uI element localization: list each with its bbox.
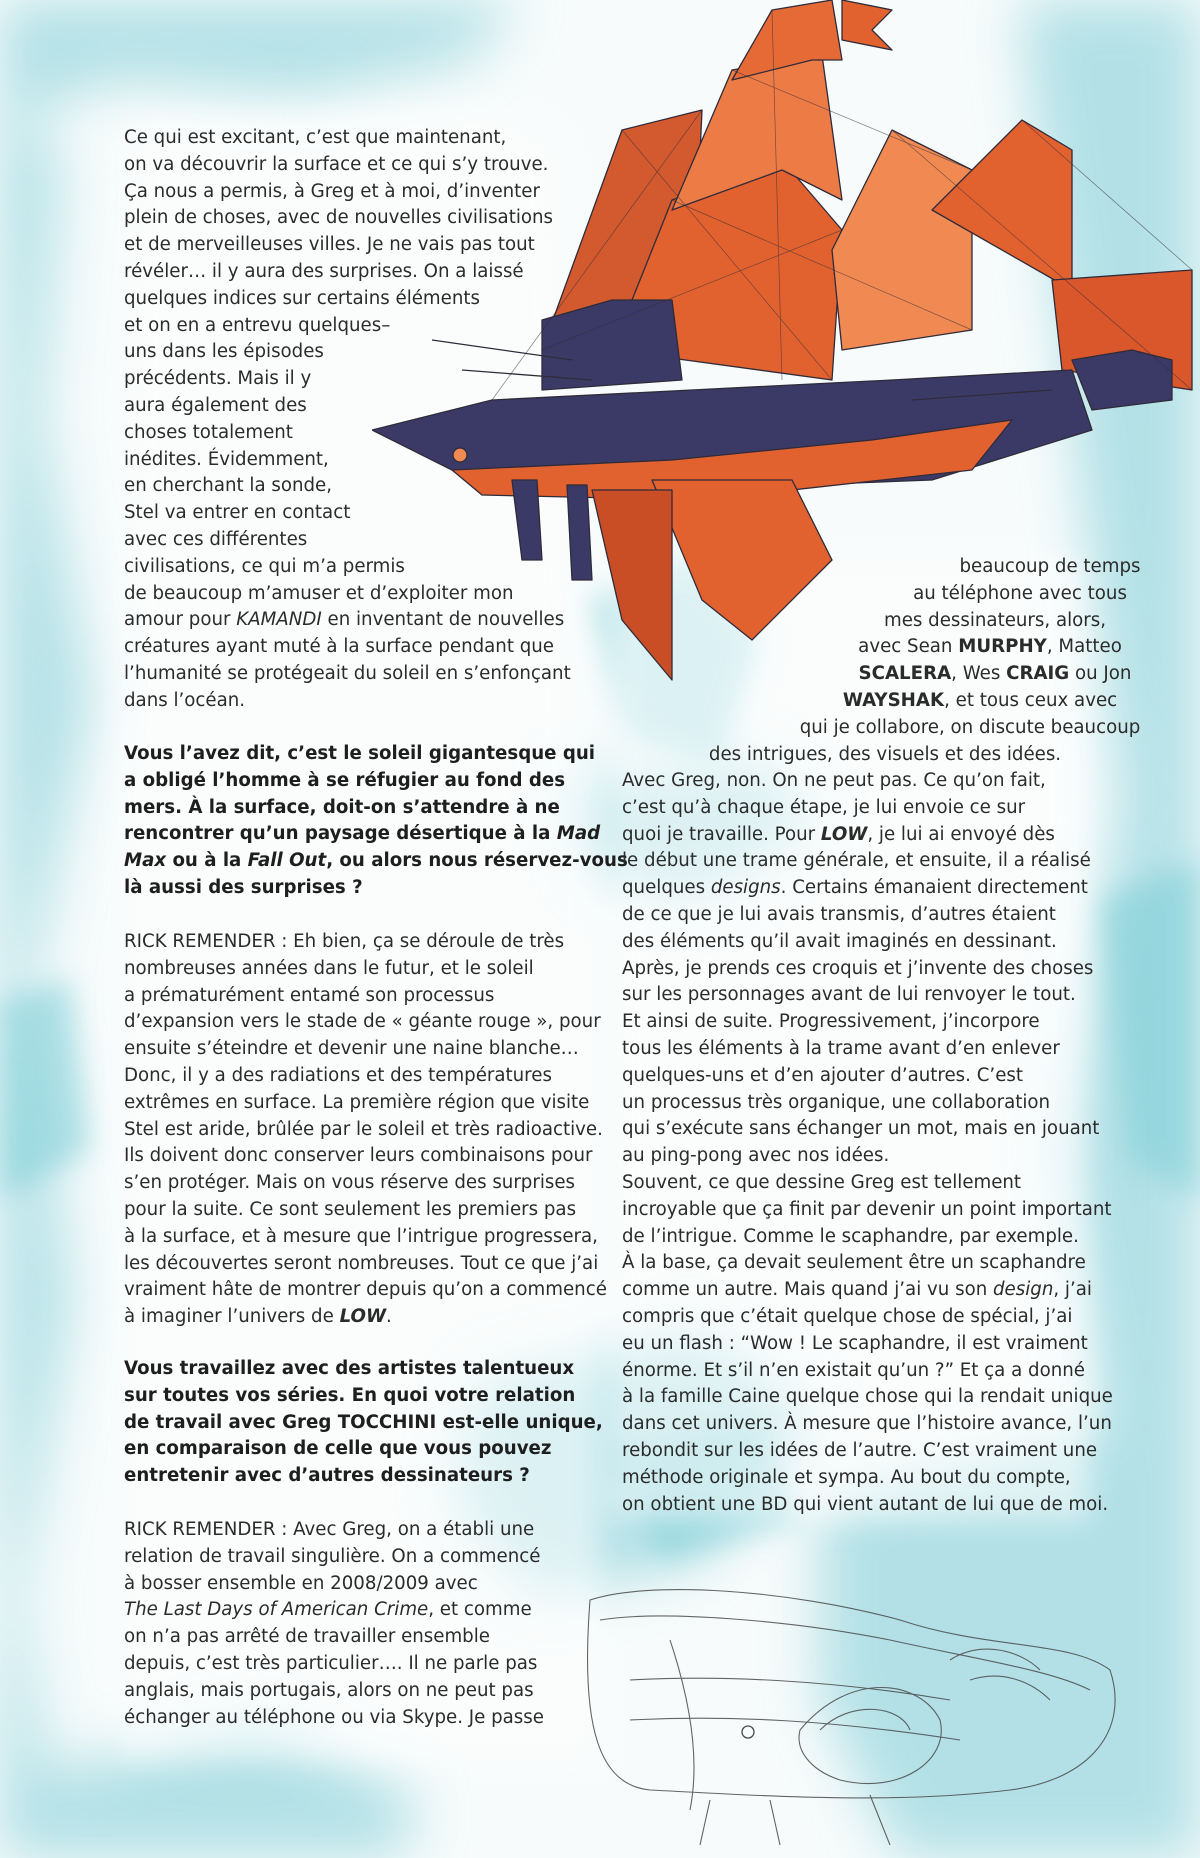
text-line: Stel va entrer en contact — [124, 502, 351, 524]
text-line: c’est qu’à chaque étape, je lui envoie ce sur — [622, 796, 1026, 818]
text-line: rencontrer qu’un paysage désertique à la Mad — [124, 823, 601, 845]
text-line: nombreuses années dans le futur, et le soleil — [124, 957, 534, 979]
text-line: à imaginer l’univers de LOW. — [124, 1306, 392, 1328]
text-line: choses totalement — [124, 421, 293, 443]
text-line: Avec Greg, non. On ne peut pas. Ce qu’on fait, — [622, 770, 1046, 791]
text-line: mes dessinateurs, alors, — [884, 609, 1106, 631]
text-line: et de merveilleuses villes. Je ne vais pas tout — [124, 234, 535, 256]
text-line: en comparaison de celle que vous pouvez — [124, 1438, 552, 1460]
title-kamandi: KAMANDI — [236, 609, 322, 631]
interview-answer-2 — [124, 1517, 544, 1731]
text-line: eu un flash : “Wow ! Le scaphandre, il est vraiment — [622, 1332, 1088, 1354]
text-line: rebondit sur les idées de l’autre. C’est vraiment une — [622, 1439, 1098, 1461]
text-line: Après, je prends ces croquis et j’invente des choses — [622, 957, 1094, 979]
text-line: à la surface, et à mesure que l’intrigue progressera, — [124, 1225, 598, 1247]
text-line: ensuite s’éteindre et devenir une naine blanche… — [124, 1038, 579, 1060]
text-line: comme un autre. Mais quand j’ai vu son design, j’ai — [622, 1279, 1092, 1301]
text-line: quelques-uns et d’en ajouter d’autres. C’est — [622, 1064, 1023, 1086]
diving-suit-sketch — [570, 1580, 1130, 1850]
text-line: avec Sean MURPHY, Matteo — [858, 636, 1122, 658]
text-line: a obligé l’homme à se réfugier au fond des — [124, 769, 566, 791]
text-line: RICK REMENDER : Avec Greg, on a établi une — [124, 1519, 535, 1540]
text-line: précédents. Mais il y — [124, 368, 312, 390]
title-low: LOW — [339, 1306, 387, 1328]
text-line: d’expansion vers le stade de « géante rouge », pour — [124, 1011, 601, 1033]
text-line: et on en a entrevu quelques– — [124, 314, 391, 336]
text-line: s’en protéger. Mais on vous réserve des surprises — [124, 1172, 576, 1194]
text-line: un processus très organique, une collaboration — [622, 1091, 1051, 1113]
text-line: qui je collabore, on discute beaucoup — [799, 716, 1141, 738]
text-line: Max ou à la Fall Out, ou alors nous réservez-vous — [124, 850, 628, 872]
text-line: anglais, mais portugais, alors on ne peut pas — [124, 1679, 534, 1701]
text-line: mers. À la surface, doit-on s’attendre à ne — [124, 796, 560, 818]
text-line: avec ces différentes — [124, 528, 308, 550]
text-line: en cherchant la sonde, — [124, 475, 333, 497]
text-line: compris que c’était quelque chose de spécial, j’ai — [622, 1305, 1073, 1327]
text-line: qui s’exécute sans échanger un mot, mais en jouant — [622, 1118, 1100, 1140]
text-line: au téléphone avec tous — [913, 582, 1127, 604]
interview-answer-1 — [124, 929, 607, 1331]
text-line: l’humanité se protégeait du soleil en s’enfonçant — [124, 662, 571, 684]
text-line: beaucoup de temps — [959, 556, 1141, 577]
text-line: relation de travail singulière. On a commencé — [124, 1545, 541, 1567]
text-line: quelques designs. Certains émanaient directement — [622, 877, 1088, 899]
text-line: de ce que je lui avais transmis, d’autres étaient — [622, 903, 1056, 925]
text-line: tous les éléments à la trame avant d’en enlever — [622, 1037, 1060, 1059]
text-line: révéler… il y aura des surprises. On a laissé — [124, 260, 524, 282]
text-line: WAYSHAK, et tous ceux avec — [842, 689, 1118, 711]
name-scalera: SCALERA — [858, 663, 952, 685]
text-line: sur toutes vos séries. En quoi votre relation — [124, 1384, 576, 1406]
text-line: a prématurément entamé son processus — [124, 984, 495, 1006]
text-line: uns dans les épisodes — [124, 341, 324, 363]
text-line: des éléments qu’il avait imaginés en dessinant. — [622, 930, 1057, 952]
name-craig: CRAIG — [1006, 663, 1070, 685]
front-cabin — [1072, 350, 1172, 410]
text-line: RICK REMENDER : Eh bien, ça se déroule de très — [124, 931, 565, 952]
text-line: Vous travaillez avec des artistes talentueux — [124, 1358, 575, 1379]
text-line: créatures ayant muté à la surface pendant que — [124, 636, 554, 658]
answer-2-continued-body — [622, 768, 1113, 1518]
text-line: énorme. Et s’il n’en existait qu’un ?” Et ça a donné — [622, 1359, 1085, 1381]
text-line: on obtient une BD qui vient autant de lui que de moi. — [622, 1493, 1109, 1515]
text-line: Ils doivent donc conserver leurs combinaisons pour — [124, 1145, 593, 1167]
text-line: Souvent, ce que dessine Greg est tellement — [622, 1171, 1022, 1193]
text-line: Stel est aride, brûlée par le soleil et très radioactive. — [124, 1118, 603, 1140]
name-murphy: MURPHY — [958, 636, 1047, 658]
text-line: civilisations, ce qui m’a permis — [124, 555, 405, 577]
text-line: dans cet univers. À mesure que l’histoire avance, l’un — [622, 1413, 1112, 1435]
title-low: LOW — [820, 823, 868, 845]
text-line: vraiment hâte de montrer depuis qu’on a commencé — [124, 1279, 607, 1301]
text-line: de travail avec Greg TOCCHINI est-elle unique, — [124, 1411, 603, 1433]
text-line: échanger au téléphone ou via Skype. Je passe — [124, 1706, 544, 1728]
text-line: inédites. Évidemment, — [124, 448, 329, 470]
text-line: The Last Days of American Crime, et comme — [124, 1599, 532, 1621]
text-line: entretenir avec d’autres dessinateurs ? — [124, 1465, 530, 1487]
text-line: extrêmes en surface. La première région que visite — [124, 1091, 590, 1113]
text-line: on n’a pas arrêté de travailler ensemble — [124, 1626, 490, 1648]
text-line: aura également des — [124, 394, 307, 416]
text-line: plein de choses, avec de nouvelles civilisations — [124, 207, 554, 229]
text-line: des intrigues, des visuels et des idées. — [708, 743, 1062, 765]
text-line: de l’intrigue. Comme le scaphandre, par exemple. — [622, 1225, 1079, 1247]
flag — [842, 0, 892, 50]
text-line: À la base, ça devait seulement être un scaphandre — [622, 1252, 1086, 1274]
text-line: méthode originale et sympa. Au bout du compte, — [622, 1466, 1071, 1488]
text-line: de beaucoup m’amuser et d’exploiter mon — [124, 582, 514, 604]
text-line: incroyable que ça finit par devenir un point important — [622, 1198, 1112, 1220]
text-line: on va découvrir la surface et ce qui s’y trouve. — [124, 153, 549, 175]
text-line: au ping-pong avec nos idées. — [622, 1145, 890, 1167]
text-line: Vous l’avez dit, c’est le soleil gigantesque qui — [124, 743, 596, 764]
text-line: le début une trame générale, et ensuite, il a réalisé — [622, 850, 1091, 872]
name-wayshak: WAYSHAK — [842, 689, 945, 711]
text-line: là aussi des surprises ? — [124, 876, 363, 898]
interview-question-2 — [124, 1356, 603, 1490]
text-line: Donc, il y a des radiations et des températures — [124, 1064, 552, 1086]
text-line: quelques indices sur certains éléments — [124, 287, 480, 309]
text-line: Ce qui est excitant, c’est que maintenant, — [124, 127, 507, 148]
text-line: SCALERA, Wes CRAIG ou Jon — [858, 663, 1132, 685]
title-american-crime: The Last Days of American Crime — [124, 1599, 429, 1621]
interview-question-1 — [124, 741, 628, 902]
text-line: dans l’océan. — [124, 689, 246, 711]
text-line: pour la suite. Ce sont seulement les premiers pas — [124, 1198, 577, 1220]
text-line: depuis, c’est très particulier…. Il ne parle pas — [124, 1652, 538, 1674]
text-line: à bosser ensemble en 2008/2009 avec — [124, 1572, 478, 1594]
intro-answer-paragraph — [124, 125, 571, 715]
text-line: les découvertes seront nombreuses. Tout ce que j’ai — [124, 1252, 599, 1274]
text-line: Et ainsi de suite. Progressivement, j’incorpore — [622, 1011, 1040, 1033]
text-line: sur les personnages avant de lui renvoyer le tout. — [622, 984, 1076, 1006]
answer-2-continued-wrap — [600, 554, 1160, 768]
text-line: amour pour KAMANDI en inventant de nouvelles — [124, 609, 565, 631]
text-line: quoi je travaille. Pour LOW, je lui ai envoyé dès — [622, 823, 1055, 845]
text-line: Ça nous a permis, à Greg et à moi, d’inventer — [124, 180, 540, 202]
text-line: à la famille Caine quelque chose qui la rendait unique — [622, 1386, 1113, 1408]
mid-sail — [832, 130, 972, 350]
